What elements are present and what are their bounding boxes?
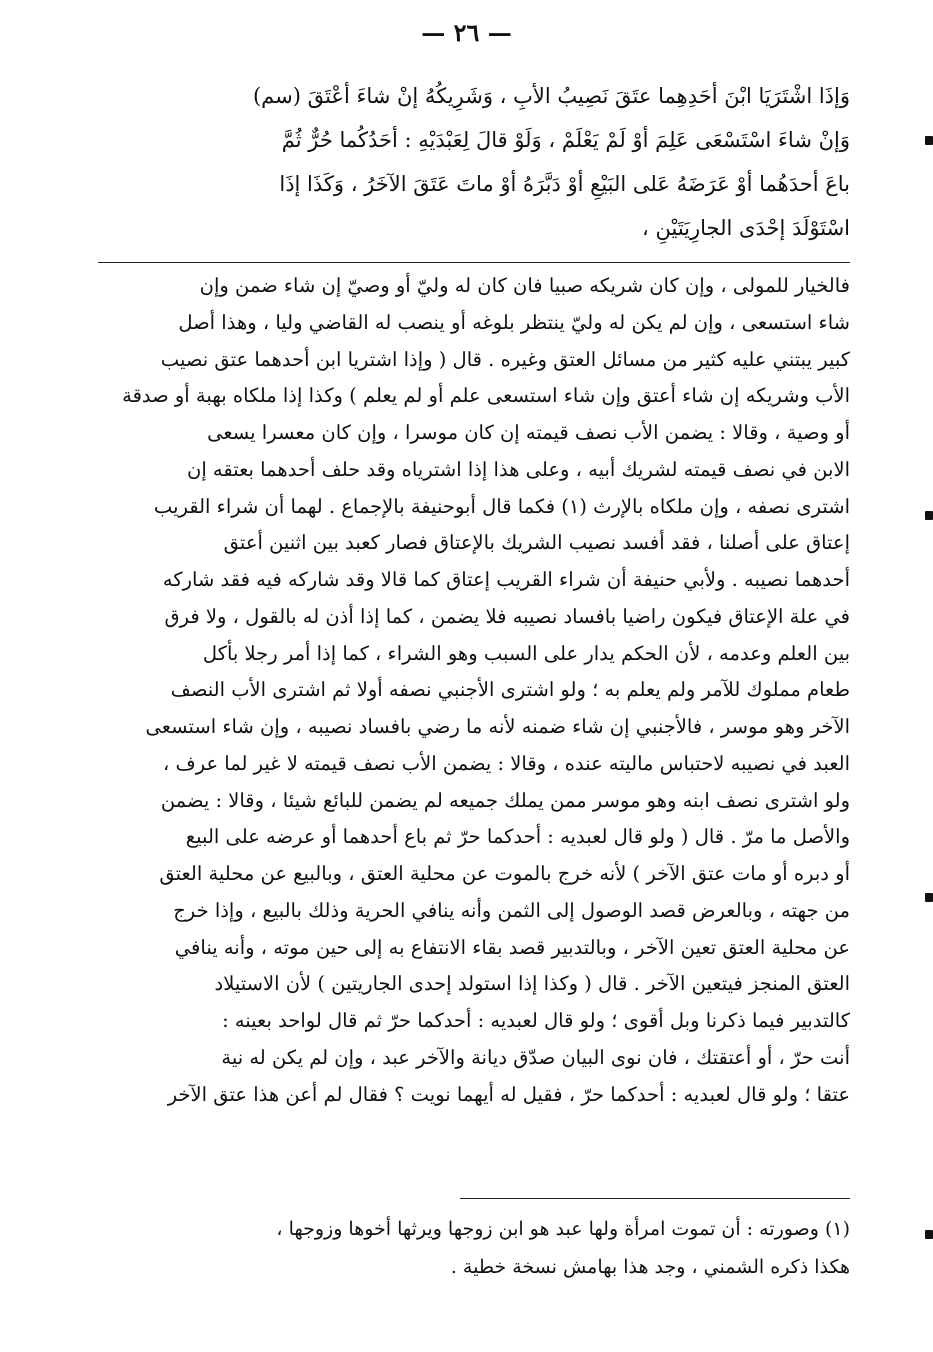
commentary-line: أحدهما نصيبه . ولأبي حنيفة أن شراء القريب إعتاق كما قالا وقد شاركه فيه فقد شاركه — [162, 568, 850, 591]
commentary-line: فالخيار للمولى ، وإن كان شريكه صبيا فان كان له وليّ أو وصيّ إن شاء ضمن وإن — [199, 274, 850, 297]
commentary-line: اشترى نصفه ، وإن ملكاه بالإرث (١) فكما قال أبوحنيفة بالإجماع . لهما أن شراء القريب — [153, 494, 850, 518]
commentary-line: ولو اشترى نصف ابنه وهو موسر ممن يملك جميعه لم يضمن للبائع شيئا ، وقالا : يضمن — [160, 788, 850, 812]
commentary-line: والأصل ما مرّ . قال ( ولو قال لعبديه : أحدكما حرّ ثم باع أحدهما أو عرضه على البيع — [185, 825, 850, 849]
main-text-line: وَإنْ شاءَ اسْتَسْعَى عَلِمَ أوْ لَمْ يَعْلَمْ ، وَلَوْ قالَ لِعَبْدَيْهِ : أحَدُكُما حُرٌّ ثُمَّ — [281, 128, 850, 152]
main-text-divider — [98, 262, 850, 263]
footnote-divider — [460, 1198, 850, 1199]
edge-scan-mark — [925, 511, 933, 520]
commentary-line: عن محلية العتق تعين الآخر ، وبالتدبير قصد بقاء الانتفاع به إلى حين موته ، وأنه ينافي — [174, 935, 850, 959]
commentary-line: في علة الإعتاق فيكون راضيا بافساد نصيبه فلا يضمن ، كما إذا أذن له بالقول ، ولا فرق — [164, 604, 850, 628]
commentary-line: من جهته ، وبالعرض قصد الوصول إلى الثمن وأنه ينافي الحرية وذلك بالبيع ، وإذا خرج — [173, 898, 850, 922]
main-text-block — [98, 74, 850, 250]
footnote-block — [98, 1210, 850, 1286]
commentary-line: كبير يبتني عليه كثير من مسائل العتق وغيره . قال ( وإذا اشتريا ابن أحدهما عتق نصيب — [160, 347, 850, 371]
commentary-line: الابن في نصف قيمته لشريك أبيه ، وعلى هذا إذا اشترياه وقد حلف أحدهما بعتقه إن — [187, 457, 850, 481]
commentary-line: أو وصية ، وقالا : يضمن الأب نصف قيمته إن كان موسرا ، وإن كان معسرا يسعى — [207, 421, 850, 444]
commentary-line: الآخر وهو موسر ، فالأجنبي إن شاء ضمنه لأنه ما رضي بافساد نصيبه ، وإن شاء استسعى — [145, 715, 850, 738]
footnote-line: هكذا ذكره الشمني ، وجد هذا بهامش نسخة خطية . — [450, 1256, 850, 1278]
main-text-line: اسْتَوْلَدَ إحْدَى الجارِيَتَيْنِ ، — [642, 216, 850, 240]
commentary-line: أو دبره أو مات عتق الآخر ) لأنه خرج بالموت عن محلية العتق ، وبالبيع عن محلية العتق — [159, 862, 850, 885]
commentary-line: بين العلم وعدمه ، لأن الحكم يدار على السبب وهو الشراء ، كما إذا أمر رجلا بأكل — [202, 641, 850, 665]
commentary-line: العتق المنجز فيتعين الآخر . قال ( وكذا إذا استولد إحدى الجاريتين ) لأن الاستيلاد — [214, 972, 850, 996]
edge-scan-mark — [925, 1230, 933, 1239]
edge-scan-mark — [925, 136, 933, 145]
page-number: — ٢٦ — — [421, 18, 512, 47]
commentary-line: طعام مملوك للآمر ولم يعلم به ؛ ولو اشترى الأجنبي نصفه أولا ثم اشترى الأب النصف — [170, 678, 850, 702]
main-text-line: وَإذَا اشْتَرَيَا ابْنَ أحَدِهِما عتَقَ نَصِيبُ الأبِ ، وَشَرِيكُهُ إنْ شاءَ أعْتَقَ (سم) — [252, 84, 850, 108]
commentary-line: العبد في نصيبه لاحتباس ماليته عنده ، وقالا : يضمن الأب نصف قيمته لا غير لما عرف ، — [163, 751, 850, 775]
commentary-line: الأب وشريكه إن شاء أعتق وإن شاء استسعى علم أو لم يعلم ) وكذا إذا ملكاه بهبة أو صدقة — [122, 384, 850, 408]
commentary-line: إعتاق على أصلنا ، فقد أفسد نصيب الشريك بالإعتاق فصار كعبد بين اثنين أعتق — [223, 531, 850, 555]
footnote-line: (١) وصورته : أن تموت امرأة ولها عبد هو ابن زوجها ويرثها أخوها وزوجها ، — [276, 1218, 850, 1240]
main-text-line: باعَ أحدَهُما أوْ عَرَضَهُ عَلى البَيْعِ أوْ دَبَّرَهُ أوْ ماتَ عَتَقَ الآخَرُ ، وَكَذَا إذَا — [279, 172, 850, 196]
commentary-text-block — [98, 268, 850, 1113]
commentary-line: عتقا ؛ ولو قال لعبديه : أحدكما حرّ ، فقيل له أيهما نويت ؟ فقال لم أعن هذا عتق الآخر — [167, 1082, 850, 1106]
commentary-line: كالتدبير فيما ذكرنا وبل أقوى ؛ ولو قال لعبديه : أحدكما حرّ ثم قال لواحد بعينه : — [222, 1009, 850, 1032]
commentary-line: أنت حرّ ، أو أعتقتك ، فان نوى البيان صدّق ديانة والآخر عبد ، وإن لم يكن له نية — [221, 1045, 850, 1069]
commentary-line: شاء استسعى ، وإن لم يكن له وليّ ينتظر بلوغه أو ينصب له القاضي وليا ، وهذا أصل — [178, 310, 850, 334]
edge-scan-mark — [925, 893, 933, 902]
